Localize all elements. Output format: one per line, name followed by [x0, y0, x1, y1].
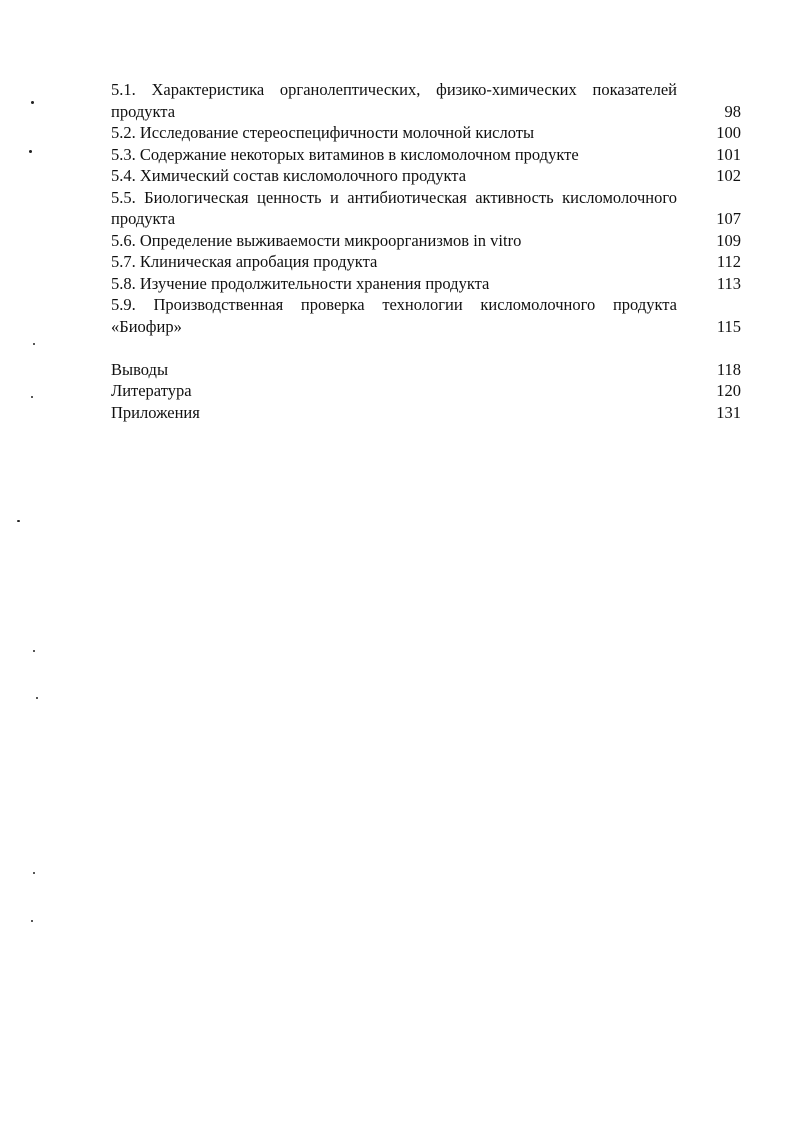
- toc-entry-page: 131: [716, 402, 741, 422]
- table-of-contents: [111, 79, 741, 423]
- scan-speck: [31, 101, 34, 104]
- toc-entry-title: Выводы: [111, 359, 169, 379]
- toc-entry: [111, 122, 741, 144]
- toc-entry-page: 98: [724, 101, 741, 121]
- scan-speck: [31, 396, 33, 398]
- scan-speck: [29, 150, 32, 153]
- toc-entry: [111, 187, 741, 230]
- toc-entry-title: Литература: [111, 381, 192, 400]
- toc-entry-page: 115: [716, 316, 741, 336]
- toc-entry-page: 107: [716, 209, 741, 228]
- scan-speck: [33, 343, 35, 345]
- toc-entry: [111, 294, 741, 337]
- scan-speck: [31, 920, 33, 922]
- toc-entry-page: 109: [716, 230, 741, 250]
- section-gap: [111, 337, 741, 359]
- toc-entry-page: 118: [716, 359, 741, 379]
- toc-entry: [111, 165, 741, 187]
- scan-speck: [17, 520, 20, 522]
- toc-entry: [111, 273, 741, 295]
- toc-entry-literature: [111, 380, 741, 402]
- toc-entry-title: 5.1. Характеристика органолептических, физико-химических показателей продукта: [111, 80, 677, 121]
- toc-entry-title: 5.4. Химический состав кисломолочного продукта: [111, 166, 467, 185]
- toc-entry-page: 101: [716, 144, 741, 164]
- toc-entry: [111, 230, 741, 252]
- toc-entry-title: 5.6. Определение выживаемости микроорганизмов in vitro: [111, 230, 522, 250]
- scan-speck: [36, 697, 38, 699]
- toc-entry-conclusions: [111, 359, 741, 381]
- toc-entry-page: 100: [716, 123, 741, 142]
- toc-entry: [111, 251, 741, 273]
- toc-entry-title: Приложения: [111, 402, 200, 422]
- toc-entry-title: 5.7. Клиническая апробация продукта: [111, 252, 378, 271]
- toc-entry-page: 120: [716, 381, 741, 400]
- scan-speck: [33, 872, 35, 874]
- toc-entry-appendices: [111, 402, 741, 424]
- toc-entry-title: 5.3. Содержание некоторых витаминов в кисломолочном продукте: [111, 144, 579, 164]
- toc-entry-page: 113: [716, 273, 741, 293]
- toc-entry-title: 5.9. Производственная проверка технологии кисломолочного продукта «Биофир»: [111, 295, 677, 336]
- toc-entry-page: 112: [716, 252, 741, 271]
- toc-entry-title: 5.5. Биологическая ценность и антибиотическая активность кисломолочного продукта: [111, 187, 677, 228]
- toc-entry: [111, 79, 741, 122]
- toc-entry-title: 5.2. Исследование стереоспецифичности молочной кислоты: [111, 123, 535, 142]
- scan-speck: [33, 650, 35, 652]
- toc-entry-page: 102: [716, 166, 741, 185]
- toc-entry-title: 5.8. Изучение продолжительности хранения продукта: [111, 273, 490, 293]
- toc-entry: [111, 144, 741, 166]
